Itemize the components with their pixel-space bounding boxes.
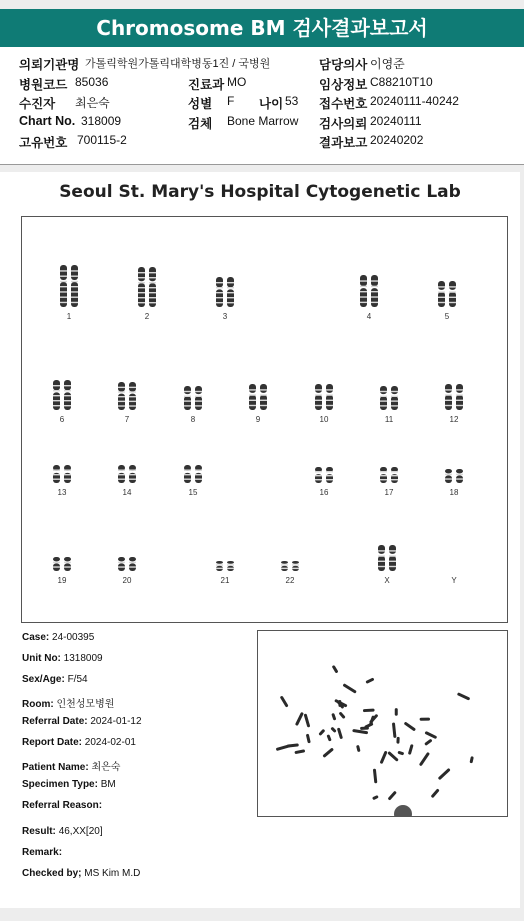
chromosome-pair-X: [374, 543, 400, 573]
chromosome-14-1: [118, 465, 125, 483]
metaphase-chromosome: [338, 700, 341, 707]
metaphase-chromosome: [322, 747, 334, 757]
chromosome-number-14: 14: [122, 488, 132, 497]
chromosome-9-1: [249, 384, 256, 410]
chromosome-pair-4: [356, 273, 382, 309]
specimentype-value: BM: [100, 779, 116, 790]
chromosome-number-5: 5: [444, 312, 450, 321]
chromosome-number-Y: Y: [451, 576, 457, 585]
chromosome-21-2: [227, 561, 234, 571]
metaphase-chromosome: [380, 751, 388, 765]
chromosome-pair-18: [441, 467, 467, 485]
report-title: Chromosome BM 검사결과보고서: [0, 9, 524, 47]
chromosome-20-1: [118, 557, 125, 571]
sex-value: F: [227, 94, 235, 108]
chromosome-6-2: [64, 380, 71, 410]
chromosome-21-1: [216, 561, 223, 571]
metaphase-chromosome: [388, 791, 397, 801]
metaphase-chromosome: [339, 711, 346, 719]
receipt-value: 20240111-40242: [370, 94, 459, 108]
karyogram-panel: [21, 216, 508, 623]
chromosome-number-8: 8: [190, 415, 196, 424]
chromosome-pair-9: [245, 382, 271, 412]
metaphase-chromosome: [404, 721, 416, 731]
info-row-2: [0, 75, 524, 94]
chromosome-pair-3: [212, 275, 238, 309]
chromosome-number-6: 6: [59, 415, 65, 424]
chromosome-X-2: [389, 545, 396, 571]
unique-label: 고유번호: [19, 136, 68, 150]
metaphase-chromosome: [431, 788, 440, 798]
chromosome-pair-5: [434, 279, 460, 309]
chromosome-number-X: X: [384, 576, 390, 585]
chromosome-pair-22: [277, 559, 303, 573]
hospital-code-label: 병원코드: [19, 78, 68, 92]
refdate-value: 2024-01-12: [90, 716, 142, 727]
checked-field: [22, 868, 140, 879]
chromosome-number-16: 16: [319, 488, 329, 497]
institution-value: 가톨릭학원가톨릭대학병동1진 / 국병원: [85, 58, 271, 70]
chromosome-7-1: [118, 382, 125, 410]
chromosome-number-13: 13: [57, 488, 67, 497]
patientname-field: [22, 758, 120, 773]
room-value: 인천성모병원: [56, 699, 115, 710]
chromosome-10-2: [326, 384, 333, 410]
chromosome-2-2: [149, 267, 156, 307]
chromosome-number-3: 3: [222, 312, 228, 321]
chromosome-pair-14: [114, 463, 140, 485]
chromosome-pair-11: [376, 384, 402, 412]
chromosome-12-1: [445, 384, 452, 410]
metaphase-chromosome: [363, 709, 375, 713]
chromosome-pair-2: [134, 265, 160, 309]
chromosome-19-2: [64, 557, 71, 571]
chromosome-pair-1: [56, 263, 82, 309]
metaphase-chromosome: [424, 739, 432, 746]
clinical-label: 임상정보: [319, 78, 368, 92]
metaphase-chromosome: [387, 751, 399, 762]
chromosome-pair-13: [49, 463, 75, 485]
reason-field: [22, 800, 102, 811]
room-field: [22, 695, 114, 710]
checked-value: MS Kim M.D: [84, 868, 141, 879]
chromosome-10-1: [315, 384, 322, 410]
chromosome-number-7: 7: [124, 415, 130, 424]
result-label: Result:: [22, 826, 56, 837]
metaphase-chromosome: [276, 744, 291, 751]
chromosome-number-10: 10: [319, 415, 329, 424]
sexage-value: F/54: [67, 674, 88, 685]
chromosome-number-9: 9: [255, 415, 261, 424]
chromosome-14-2: [129, 465, 136, 483]
metaphase-chromosome: [342, 683, 356, 694]
metaphase-chromosome: [457, 692, 470, 700]
chromosome-number-12: 12: [449, 415, 459, 424]
repdate-value: 2024-02-01: [84, 737, 136, 748]
metaphase-chromosome: [396, 737, 399, 744]
age-value: 53: [285, 94, 299, 108]
case-value: 24-00395: [52, 632, 95, 643]
specimentype-field: [22, 779, 116, 790]
chromosome-number-1: 1: [66, 312, 72, 321]
patient-value: 최은숙: [75, 96, 110, 110]
metaphase-chromosome: [294, 749, 305, 754]
sexage-label: Sex/Age:: [22, 674, 65, 685]
chromosome-5-2: [449, 281, 456, 307]
chromosome-pair-10: [311, 382, 337, 412]
room-label: Room:: [22, 699, 54, 710]
chromosome-2-1: [138, 267, 145, 307]
chromosome-number-2: 2: [144, 312, 150, 321]
result-field: [22, 826, 103, 837]
report-label: 결과보고: [319, 136, 368, 150]
metaphase-chromosome: [419, 752, 430, 767]
chromosome-number-17: 17: [384, 488, 394, 497]
dept-value: MO: [227, 75, 247, 89]
age-label: 나이: [259, 97, 284, 111]
chromosome-5-1: [438, 281, 445, 307]
report-value: 20240202: [370, 133, 424, 147]
metaphase-chromosome: [365, 677, 374, 684]
remark-label: Remark:: [22, 847, 63, 858]
metaphase-chromosome: [360, 726, 369, 729]
doctor-value: 이영준: [370, 57, 405, 71]
chromosome-16-2: [326, 467, 333, 483]
info-row-1: [0, 55, 524, 74]
chromosome-number-22: 22: [285, 576, 295, 585]
receipt-label: 접수번호: [319, 97, 368, 111]
info-row-5: [0, 133, 524, 152]
chromosome-22-1: [281, 561, 288, 571]
chromosome-22-2: [292, 561, 299, 571]
patientname-label: Patient Name:: [22, 762, 89, 773]
chromosome-3-1: [216, 277, 223, 307]
dept-label: 진료과: [188, 78, 225, 92]
metaphase-chromosome: [395, 708, 398, 716]
remark-field: [22, 847, 62, 858]
unit-field: [22, 653, 103, 664]
result-value: 46,XX[20]: [58, 826, 103, 837]
chromosome-pair-19: [49, 555, 75, 573]
chromosome-15-1: [184, 465, 191, 483]
unit-value: 1318009: [63, 653, 103, 664]
chromosome-number-20: 20: [122, 576, 132, 585]
refdate-field: [22, 716, 142, 727]
chromosome-pair-15: [180, 463, 206, 485]
chromosome-6-1: [53, 380, 60, 410]
chromosome-pair-21: [212, 559, 238, 573]
info-row-3: [0, 94, 524, 113]
metaphase-spread-graphic: [258, 631, 507, 816]
chart-label: Chart No.: [19, 114, 76, 128]
chromosome-pair-17: [376, 465, 402, 485]
chromosome-number-19: 19: [57, 576, 67, 585]
case-label: Case:: [22, 632, 50, 643]
metaphase-chromosome: [352, 729, 368, 734]
chromosome-17-2: [391, 467, 398, 483]
chromosome-number-21: 21: [220, 576, 230, 585]
chromosome-pair-16: [311, 465, 337, 485]
chromosome-13-2: [64, 465, 71, 483]
chromosome-1-1: [60, 265, 67, 307]
chromosome-20-2: [129, 557, 136, 571]
metaphase-chromosome: [337, 727, 343, 739]
repdate-field: [22, 737, 136, 748]
metaphase-chromosome: [438, 768, 451, 780]
chromosome-pair-20: [114, 555, 140, 573]
chromosome-8-2: [195, 386, 202, 410]
case-field: [22, 632, 94, 643]
chromosome-X-1: [378, 545, 385, 571]
chromosome-11-1: [380, 386, 387, 410]
unit-label: Unit No:: [22, 653, 61, 664]
info-row-4: [0, 114, 524, 133]
cytogenetic-report: [0, 172, 520, 908]
specimen-label: 검체: [188, 117, 213, 131]
metaphase-chromosome: [330, 727, 336, 733]
metaphase-chromosome: [304, 713, 311, 727]
lab-title: Seoul St. Mary's Hospital Cytogenetic Lab: [59, 182, 461, 202]
metaphase-chromosome: [332, 665, 339, 674]
institution-label: 의뢰기관명: [19, 58, 80, 72]
chromosome-number-11: 11: [384, 415, 394, 424]
request-label: 검사의뢰: [319, 117, 368, 131]
chromosome-pair-7: [114, 380, 140, 412]
chromosome-pair-8: [180, 384, 206, 412]
metaphase-chromosome: [408, 744, 414, 755]
metaphase-image: [257, 630, 508, 817]
metaphase-chromosome: [306, 734, 311, 744]
patient-info-panel: [0, 47, 524, 165]
chromosome-18-1: [445, 469, 452, 483]
repdate-label: Report Date:: [22, 737, 83, 748]
chromosome-number-4: 4: [366, 312, 372, 321]
chromosome-18-2: [456, 469, 463, 483]
metaphase-chromosome: [331, 713, 336, 721]
sex-label: 성별: [188, 97, 213, 111]
patientname-value: 최은숙: [91, 762, 121, 773]
chromosome-number-15: 15: [188, 488, 198, 497]
chromosome-pair-6: [49, 378, 75, 412]
chromosome-1-2: [71, 265, 78, 307]
chromosome-16-1: [315, 467, 322, 483]
chromosome-4-1: [360, 275, 367, 307]
chromosome-11-2: [391, 386, 398, 410]
reason-label: Referral Reason:: [22, 800, 103, 811]
chromosome-8-1: [184, 386, 191, 410]
metaphase-chromosome: [392, 722, 397, 738]
chromosome-12-2: [456, 384, 463, 410]
chromosome-number-18: 18: [449, 488, 459, 497]
metaphase-chromosome: [373, 769, 378, 784]
specimen-value: Bone Marrow: [227, 114, 299, 128]
chromosome-7-2: [129, 382, 136, 410]
patient-label: 수진자: [19, 97, 56, 111]
refdate-label: Referral Date:: [22, 716, 88, 727]
specimentype-label: Specimen Type:: [22, 779, 98, 790]
chromosome-9-2: [260, 384, 267, 410]
chart-value: 318009: [81, 114, 122, 128]
chromosome-pair-12: [441, 382, 467, 412]
metaphase-chromosome: [280, 695, 289, 707]
metaphase-chromosome: [295, 712, 304, 726]
metaphase-chromosome: [469, 756, 473, 763]
chromosome-4-2: [371, 275, 378, 307]
hospital-code-value: 85036: [75, 75, 109, 89]
unique-value: 700115-2: [77, 133, 127, 147]
metaphase-chromosome: [318, 729, 325, 736]
metaphase-chromosome: [356, 745, 361, 752]
metaphase-chromosome: [397, 751, 404, 756]
clinical-value: C88210T10: [370, 75, 433, 89]
chromosome-13-1: [53, 465, 60, 483]
metaphase-chromosome: [372, 795, 379, 800]
metaphase-chromosome: [326, 734, 331, 741]
sexage-field: [22, 674, 88, 685]
doctor-label: 담당의사: [319, 58, 368, 72]
chromosome-17-1: [380, 467, 387, 483]
metaphase-chromosome: [424, 731, 437, 739]
checked-label: Checked by;: [22, 868, 82, 879]
nucleus-fragment: [394, 805, 412, 816]
request-value: 20240111: [370, 114, 422, 128]
chromosome-3-2: [227, 277, 234, 307]
metaphase-chromosome: [420, 718, 430, 721]
chromosome-15-2: [195, 465, 202, 483]
chromosome-19-1: [53, 557, 60, 571]
